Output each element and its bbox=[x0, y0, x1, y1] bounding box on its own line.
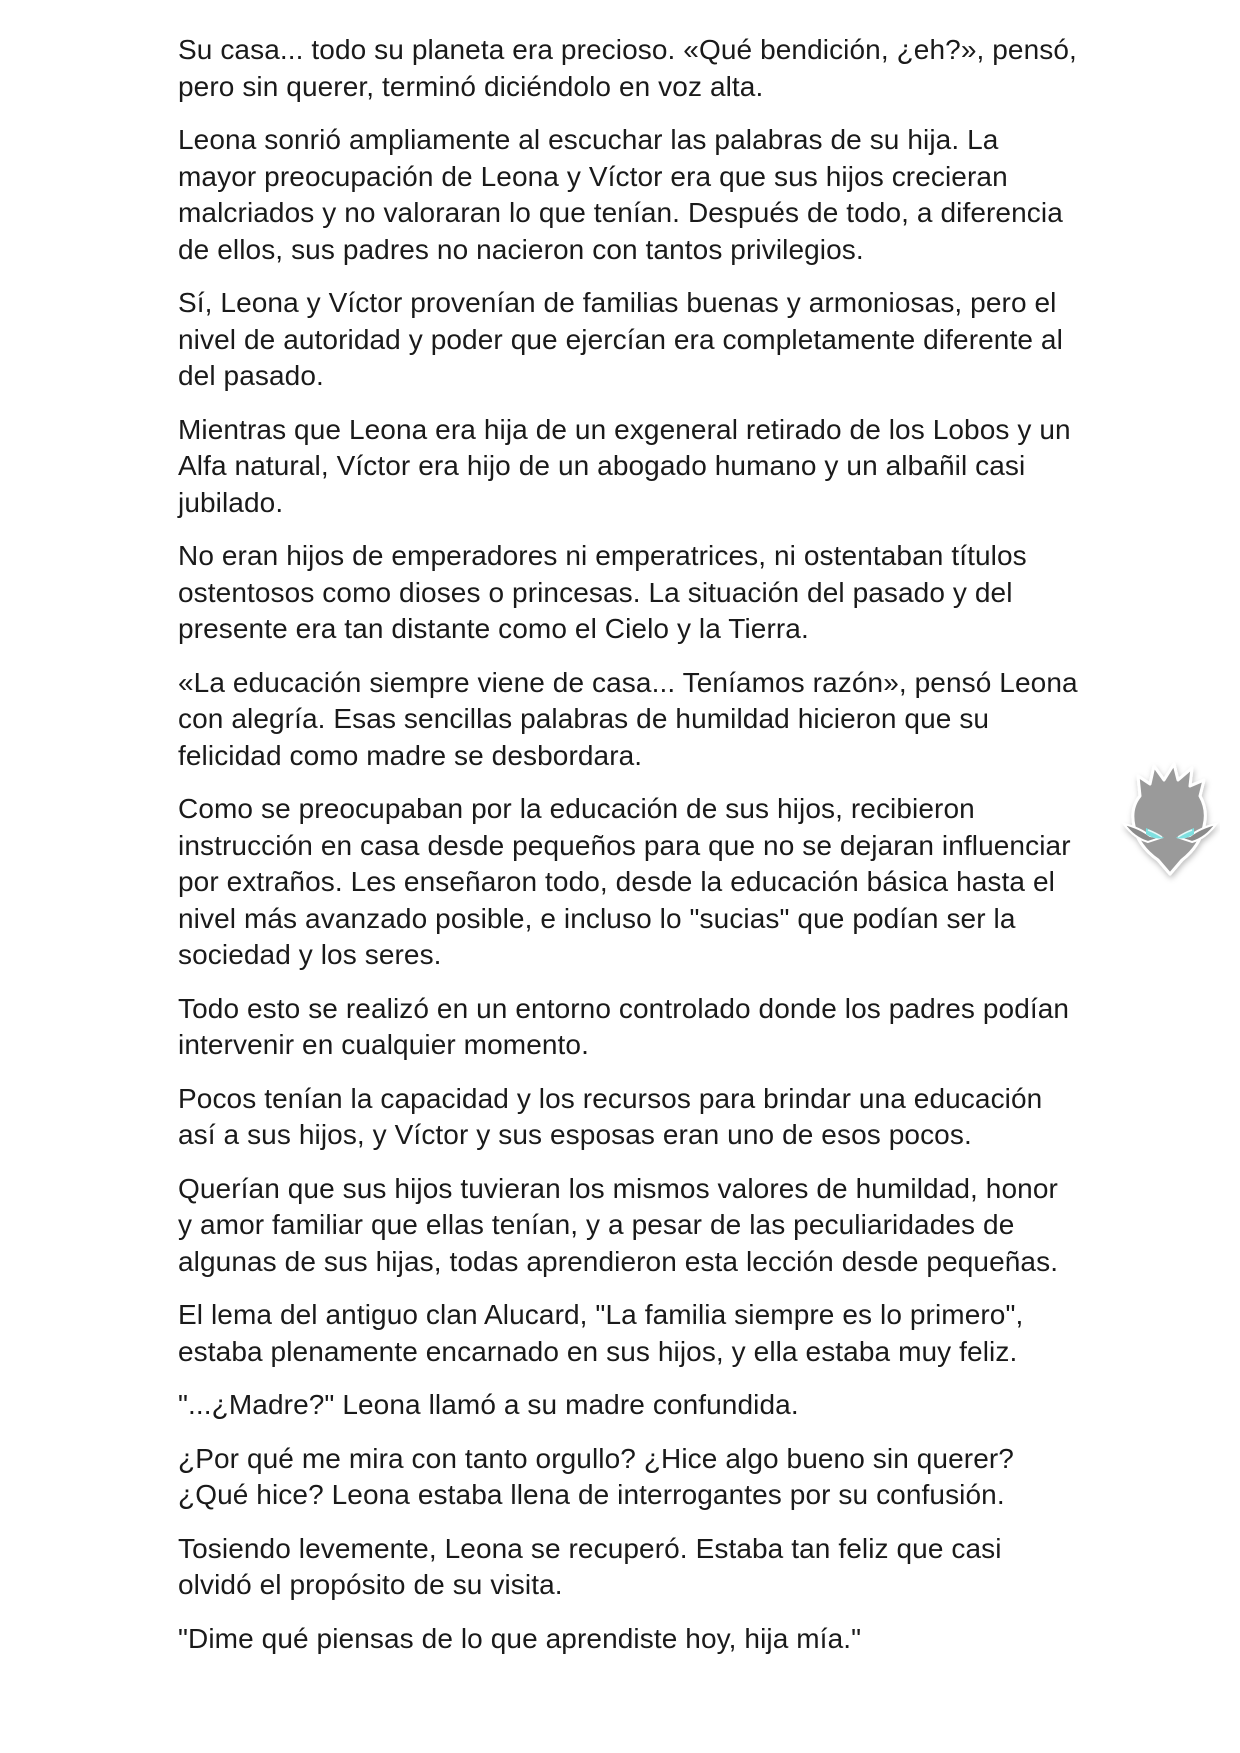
paragraph-9: Pocos tenían la capacidad y los recursos para brindar una educación así a sus hijos, y Víctor y sus esposas eran uno de esos pocos. bbox=[178, 1082, 1043, 1150]
paragraph-10: Querían que sus hijos tuvieran los mismos valores de humildad, honor y amor familiar que ellas tenían, y a pesar de las peculiaridades de algunas de sus hijas, todas aprendieron esta lección desde pequeñas. bbox=[178, 1172, 1059, 1277]
paragraph-12: "...¿Madre?" Leona llamó a su madre confundida. bbox=[178, 1389, 799, 1420]
paragraph-1: Su casa... todo su planeta era precioso. «Qué bendición, ¿eh?», pensó, pero sin querer, terminó diciéndolo en voz alta. bbox=[178, 34, 1077, 102]
paragraph-4: Mientras que Leona era hija de un exgeneral retirado de los Lobos y un Alfa natural, Víctor era hijo de un abogado humano y un albañil casi jubilado. bbox=[178, 413, 1071, 518]
paragraph-13: ¿Por qué me mira con tanto orgullo? ¿Hice algo bueno sin querer? ¿Qué hice? Leona estaba llena de interrogantes por su confusión. bbox=[178, 1442, 1014, 1510]
paragraph-7: Como se preocupaban por la educación de sus hijos, recibieron instrucción en casa desde pequeños para que no se dejaran influenciar por extraños. Les enseñaron todo, desde la educación básica hasta el nivel más avanzado posible, e incluso lo "sucias" que podían ser la sociedad y los seres. bbox=[178, 793, 1071, 970]
demon-head-icon bbox=[1120, 758, 1220, 886]
paragraph-5: No eran hijos de emperadores ni emperatrices, ni ostentaban títulos ostentosos como dioses o princesas. La situación del pasado y del presente era tan distante como el Cielo y la Tierra. bbox=[178, 540, 1027, 644]
paragraph-8: Todo esto se realizó en un entorno controlado donde los padres podían intervenir en cualquier momento. bbox=[178, 992, 1070, 1060]
paragraph-14: Tosiendo levemente, Leona se recuperó. Estaba tan feliz que casi olvidó el propósito de su visita. bbox=[178, 1532, 1002, 1600]
paragraph-6: «La educación siempre viene de casa... Teníamos razón», pensó Leona con alegría. Esas sencillas palabras de humildad hicieron que su felicidad como madre se desbordara. bbox=[178, 666, 1078, 771]
document-body bbox=[178, 32, 1078, 1674]
paragraph-15: "Dime qué piensas de lo que aprendiste hoy, hija mía." bbox=[178, 1622, 862, 1654]
paragraph-2: Leona sonrió ampliamente al escuchar las palabras de su hija. La mayor preocupación de Leona y Víctor era que sus hijos crecieran malcriados y no valoraran lo que tenían. Después de todo, a diferencia de ellos, sus padres no nacieron con tantos privilegios. bbox=[178, 124, 1063, 265]
paragraph-11: El lema del antiguo clan Alucard, "La familia siempre es lo primero", estaba plenamente encarnado en sus hijos, y ella estaba muy feliz. bbox=[178, 1299, 1024, 1367]
paragraph-3: Sí, Leona y Víctor provenían de familias buenas y armoniosas, pero el nivel de autoridad y poder que ejercían era completamente diferente al del pasado. bbox=[178, 287, 1063, 391]
